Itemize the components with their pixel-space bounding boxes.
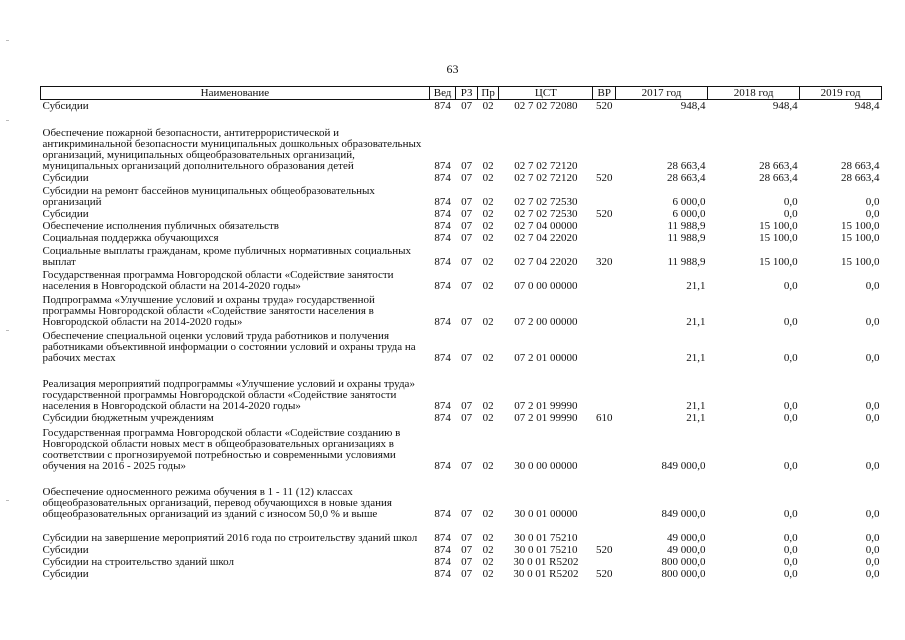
row-value-2018: 0,0 xyxy=(783,400,798,412)
table-row xyxy=(41,232,882,244)
row-value-2018: 0,0 xyxy=(783,280,798,292)
row-value-2019: 0,0 xyxy=(865,412,880,424)
row-rz: 07 xyxy=(461,100,473,112)
row-name: Государственная программа Новгородской области «Содействие занятости населения в Новгородской области на 2014-2020 годы» xyxy=(42,269,394,292)
scan-edge-mark xyxy=(6,330,9,331)
row-value-2019: 0,0 xyxy=(865,568,880,580)
row-value-2018: 15 100,0 xyxy=(759,220,798,232)
row-ved: 874 xyxy=(434,352,451,364)
row-pr: 02 xyxy=(482,316,494,328)
row-value-2018: 28 663,4 xyxy=(759,172,798,184)
row-value-2018: 15 100,0 xyxy=(759,232,798,244)
row-value-2017: 11 988,9 xyxy=(667,232,706,244)
row-vr: 520 xyxy=(595,208,613,220)
row-value-2018: 0,0 xyxy=(783,556,798,568)
row-pr: 02 xyxy=(482,196,494,208)
row-pr: 02 xyxy=(482,568,494,580)
row-cst: 30 0 01 75210 xyxy=(514,532,578,544)
column-header-vr: ВР xyxy=(593,87,616,100)
row-rz: 07 xyxy=(461,412,473,424)
row-value-2018: 15 100,0 xyxy=(759,256,798,268)
row-name: Государственная программа Новгородской области «Содействие созданию в Новгородской области новых мест в общеобразовательных организациях в соответствии с прогнозируемой потребностью и современными условиями обучения на 2016 - 2025 годы» xyxy=(42,427,401,472)
row-cst: 02 7 04 22020 xyxy=(514,256,578,268)
scan-edge-mark xyxy=(6,40,9,41)
row-value-2017: 11 988,9 xyxy=(667,220,706,232)
row-cst: 02 7 04 22020 xyxy=(514,232,578,244)
row-vr xyxy=(593,268,616,292)
row-cst: 02 7 02 72120 xyxy=(514,160,578,172)
row-ved: 874 xyxy=(434,460,451,472)
row-value-2018: 0,0 xyxy=(783,544,798,556)
row-value-2017: 849 000,0 xyxy=(661,460,706,472)
row-vr: 520 xyxy=(595,172,613,184)
row-ved: 874 xyxy=(434,196,451,208)
scan-edge-mark xyxy=(6,500,9,501)
row-pr: 02 xyxy=(482,412,494,424)
row-ved: 874 xyxy=(434,160,451,172)
row-value-2019: 0,0 xyxy=(865,532,880,544)
table-row xyxy=(41,520,882,544)
row-name: Субсидии xyxy=(42,544,89,556)
row-name: Субсидии xyxy=(42,100,89,112)
row-name: Подпрограмма «Улучшение условий и охраны труда» государственной программы Новгородской области «Содействие занятости населения в Новгородской области на 2014-2020 годы» xyxy=(42,294,375,328)
table-body xyxy=(41,100,882,581)
row-vr xyxy=(593,232,616,244)
column-header-cst: ЦСТ xyxy=(499,87,593,100)
row-rz: 07 xyxy=(461,556,473,568)
row-rz: 07 xyxy=(461,400,473,412)
row-value-2019: 28 663,4 xyxy=(841,160,880,172)
row-vr xyxy=(593,328,616,364)
row-ved: 874 xyxy=(434,556,451,568)
table-row xyxy=(41,220,882,232)
row-pr: 02 xyxy=(482,508,494,520)
row-ved: 874 xyxy=(434,532,451,544)
row-value-2018: 0,0 xyxy=(783,208,798,220)
table-row xyxy=(41,568,882,580)
row-pr: 02 xyxy=(482,352,494,364)
row-value-2019: 0,0 xyxy=(865,400,880,412)
row-rz: 07 xyxy=(461,460,473,472)
row-value-2017: 49 000,0 xyxy=(667,532,706,544)
row-value-2017: 800 000,0 xyxy=(661,556,706,568)
page-number: 63 xyxy=(446,62,459,76)
row-value-2019: 15 100,0 xyxy=(841,220,880,232)
table-row xyxy=(41,184,882,208)
row-name: Субсидии бюджетным учреждениям xyxy=(42,412,214,424)
row-name: Реализация мероприятий подпрограммы «Улучшение условий и охраны труда» государственной программы Новгородской области «Содействие занятости населения в Новгородской области на 2014-2020 годы» xyxy=(42,378,415,412)
row-name: Субсидии на ремонт бассейнов муниципальных общеобразовательных организаций xyxy=(42,185,375,208)
row-value-2019: 28 663,4 xyxy=(841,172,880,184)
row-value-2018: 0,0 xyxy=(783,352,798,364)
table-row xyxy=(41,424,882,472)
row-vr: 520 xyxy=(595,544,613,556)
row-cst: 02 7 02 72120 xyxy=(514,172,578,184)
row-vr: 610 xyxy=(595,412,613,424)
row-value-2018: 28 663,4 xyxy=(759,160,798,172)
column-header-name: Наименование xyxy=(41,87,430,100)
table-header-row xyxy=(41,87,882,100)
row-rz: 07 xyxy=(461,172,473,184)
row-value-2018: 0,0 xyxy=(783,316,798,328)
row-value-2019: 0,0 xyxy=(865,208,880,220)
row-value-2017: 21,1 xyxy=(686,400,706,412)
row-pr: 02 xyxy=(482,100,494,112)
row-name: Субсидии xyxy=(42,568,89,580)
row-rz: 07 xyxy=(461,508,473,520)
row-value-2018: 0,0 xyxy=(783,196,798,208)
row-rz: 07 xyxy=(461,280,473,292)
row-pr: 02 xyxy=(482,232,494,244)
row-ved: 874 xyxy=(434,544,451,556)
table-row xyxy=(41,100,882,113)
row-vr xyxy=(593,556,616,568)
row-vr xyxy=(593,472,616,520)
row-ved: 874 xyxy=(434,256,451,268)
row-value-2017: 21,1 xyxy=(686,316,706,328)
table-row xyxy=(41,412,882,424)
row-rz: 07 xyxy=(461,256,473,268)
row-pr: 02 xyxy=(482,556,494,568)
table-row xyxy=(41,364,882,412)
row-rz: 07 xyxy=(461,568,473,580)
column-header-rz: РЗ xyxy=(456,87,477,100)
column-header-ved: Вед xyxy=(429,87,456,100)
row-ved: 874 xyxy=(434,316,451,328)
row-rz: 07 xyxy=(461,352,473,364)
row-value-2018: 0,0 xyxy=(783,532,798,544)
row-vr: 520 xyxy=(595,568,613,580)
row-value-2017: 21,1 xyxy=(686,412,706,424)
table-row xyxy=(41,556,882,568)
row-vr xyxy=(593,520,616,544)
row-value-2019: 15 100,0 xyxy=(841,256,880,268)
row-value-2017: 11 988,9 xyxy=(667,256,706,268)
row-value-2017: 6 000,0 xyxy=(672,208,706,220)
row-cst: 02 7 02 72080 xyxy=(514,100,578,112)
row-name: Субсидии xyxy=(42,208,89,220)
row-ved: 874 xyxy=(434,568,451,580)
row-cst: 07 2 00 00000 xyxy=(514,316,578,328)
row-name: Субсидии xyxy=(42,172,89,184)
row-value-2017: 21,1 xyxy=(686,280,706,292)
table-row xyxy=(41,328,882,364)
row-rz: 07 xyxy=(461,220,473,232)
row-value-2018: 0,0 xyxy=(783,568,798,580)
row-cst: 30 0 01 75210 xyxy=(514,544,578,556)
row-value-2017: 6 000,0 xyxy=(672,196,706,208)
row-pr: 02 xyxy=(482,256,494,268)
table-row xyxy=(41,172,882,184)
row-value-2019: 0,0 xyxy=(865,460,880,472)
row-cst: 30 0 01 R5202 xyxy=(513,568,579,580)
row-pr: 02 xyxy=(482,208,494,220)
row-pr: 02 xyxy=(482,160,494,172)
row-value-2017: 849 000,0 xyxy=(661,508,706,520)
row-value-2018: 948,4 xyxy=(772,100,798,112)
column-header-pr: Пр xyxy=(477,87,498,100)
row-cst: 30 0 01 00000 xyxy=(514,508,578,520)
row-vr xyxy=(593,112,616,172)
row-pr: 02 xyxy=(482,220,494,232)
row-value-2018: 0,0 xyxy=(783,508,798,520)
table-row xyxy=(41,292,882,328)
row-pr: 02 xyxy=(482,400,494,412)
row-cst: 07 2 01 99990 xyxy=(514,400,578,412)
row-pr: 02 xyxy=(482,460,494,472)
row-value-2019: 0,0 xyxy=(865,508,880,520)
row-value-2019: 0,0 xyxy=(865,556,880,568)
row-ved: 874 xyxy=(434,220,451,232)
table-row xyxy=(41,112,882,172)
row-ved: 874 xyxy=(434,172,451,184)
row-rz: 07 xyxy=(461,544,473,556)
row-cst: 30 0 01 R5202 xyxy=(513,556,579,568)
scan-edge-mark xyxy=(6,120,9,121)
row-vr xyxy=(593,424,616,472)
row-cst: 02 7 02 72530 xyxy=(514,208,578,220)
row-value-2019: 0,0 xyxy=(865,316,880,328)
table-row xyxy=(41,244,882,268)
column-header-2019: 2019 год xyxy=(800,87,882,100)
row-rz: 07 xyxy=(461,160,473,172)
table-row xyxy=(41,544,882,556)
row-vr: 320 xyxy=(595,256,613,268)
row-vr: 520 xyxy=(595,100,613,112)
row-ved: 874 xyxy=(434,232,451,244)
table-row xyxy=(41,208,882,220)
row-ved: 874 xyxy=(434,208,451,220)
table-row xyxy=(41,472,882,520)
row-value-2017: 21,1 xyxy=(686,352,706,364)
row-rz: 07 xyxy=(461,316,473,328)
row-value-2019: 0,0 xyxy=(865,196,880,208)
row-value-2019: 0,0 xyxy=(865,280,880,292)
row-name: Обеспечение пожарной безопасности, антитеррористической и антикриминальной безопасности муниципальных дошкольных образовательных организаций, муниципальных общеобразовательных организаций, муниципальных организаций дополнительного образования детей xyxy=(42,127,422,172)
row-value-2017: 28 663,4 xyxy=(667,160,706,172)
row-rz: 07 xyxy=(461,196,473,208)
row-pr: 02 xyxy=(482,544,494,556)
row-vr xyxy=(593,220,616,232)
row-value-2018: 0,0 xyxy=(783,412,798,424)
row-pr: 02 xyxy=(482,280,494,292)
row-pr: 02 xyxy=(482,532,494,544)
row-name: Субсидии на завершение мероприятий 2016 года по строительству зданий школ xyxy=(42,532,418,544)
row-cst: 02 7 04 00000 xyxy=(514,220,578,232)
row-value-2019: 0,0 xyxy=(865,544,880,556)
row-rz: 07 xyxy=(461,232,473,244)
row-vr xyxy=(593,184,616,208)
row-name: Субсидии на строительство зданий школ xyxy=(42,556,235,568)
row-value-2017: 800 000,0 xyxy=(661,568,706,580)
row-ved: 874 xyxy=(434,100,451,112)
row-vr xyxy=(593,292,616,328)
column-header-2018: 2018 год xyxy=(708,87,800,100)
row-rz: 07 xyxy=(461,532,473,544)
row-cst: 07 2 01 99990 xyxy=(514,412,578,424)
row-cst: 07 2 01 00000 xyxy=(514,352,578,364)
row-name: Обеспечение исполнения публичных обязательств xyxy=(42,220,280,232)
row-cst: 30 0 00 00000 xyxy=(514,460,578,472)
row-ved: 874 xyxy=(434,280,451,292)
row-ved: 874 xyxy=(434,508,451,520)
table-row xyxy=(41,268,882,292)
row-pr: 02 xyxy=(482,172,494,184)
column-header-2017: 2017 год xyxy=(615,87,707,100)
budget-table xyxy=(40,86,882,580)
row-value-2019: 948,4 xyxy=(854,100,880,112)
row-value-2017: 28 663,4 xyxy=(667,172,706,184)
row-value-2017: 948,4 xyxy=(680,100,706,112)
row-value-2018: 0,0 xyxy=(783,460,798,472)
row-ved: 874 xyxy=(434,412,451,424)
row-name: Обеспечение специальной оценки условий труда работников и получения работниками объективной информации о состоянии условий и охраны труда на рабочих местах xyxy=(42,330,416,364)
row-name: Социальная поддержка обучающихся xyxy=(42,232,219,244)
row-vr xyxy=(593,364,616,412)
row-value-2019: 0,0 xyxy=(865,352,880,364)
row-ved: 874 xyxy=(434,400,451,412)
row-name: Социальные выплаты гражданам, кроме публичных нормативных социальных выплат xyxy=(42,245,411,268)
row-value-2017: 49 000,0 xyxy=(667,544,706,556)
row-value-2019: 15 100,0 xyxy=(841,232,880,244)
row-cst: 07 0 00 00000 xyxy=(514,280,578,292)
row-rz: 07 xyxy=(461,208,473,220)
row-name: Обеспечение односменного режима обучения в 1 - 11 (12) классах общеобразовательных организаций, перевод обучающихся в новые здания общеобразовательных организаций из зданий с износом 50,0 % и выше xyxy=(42,486,392,520)
row-cst: 02 7 02 72530 xyxy=(514,196,578,208)
